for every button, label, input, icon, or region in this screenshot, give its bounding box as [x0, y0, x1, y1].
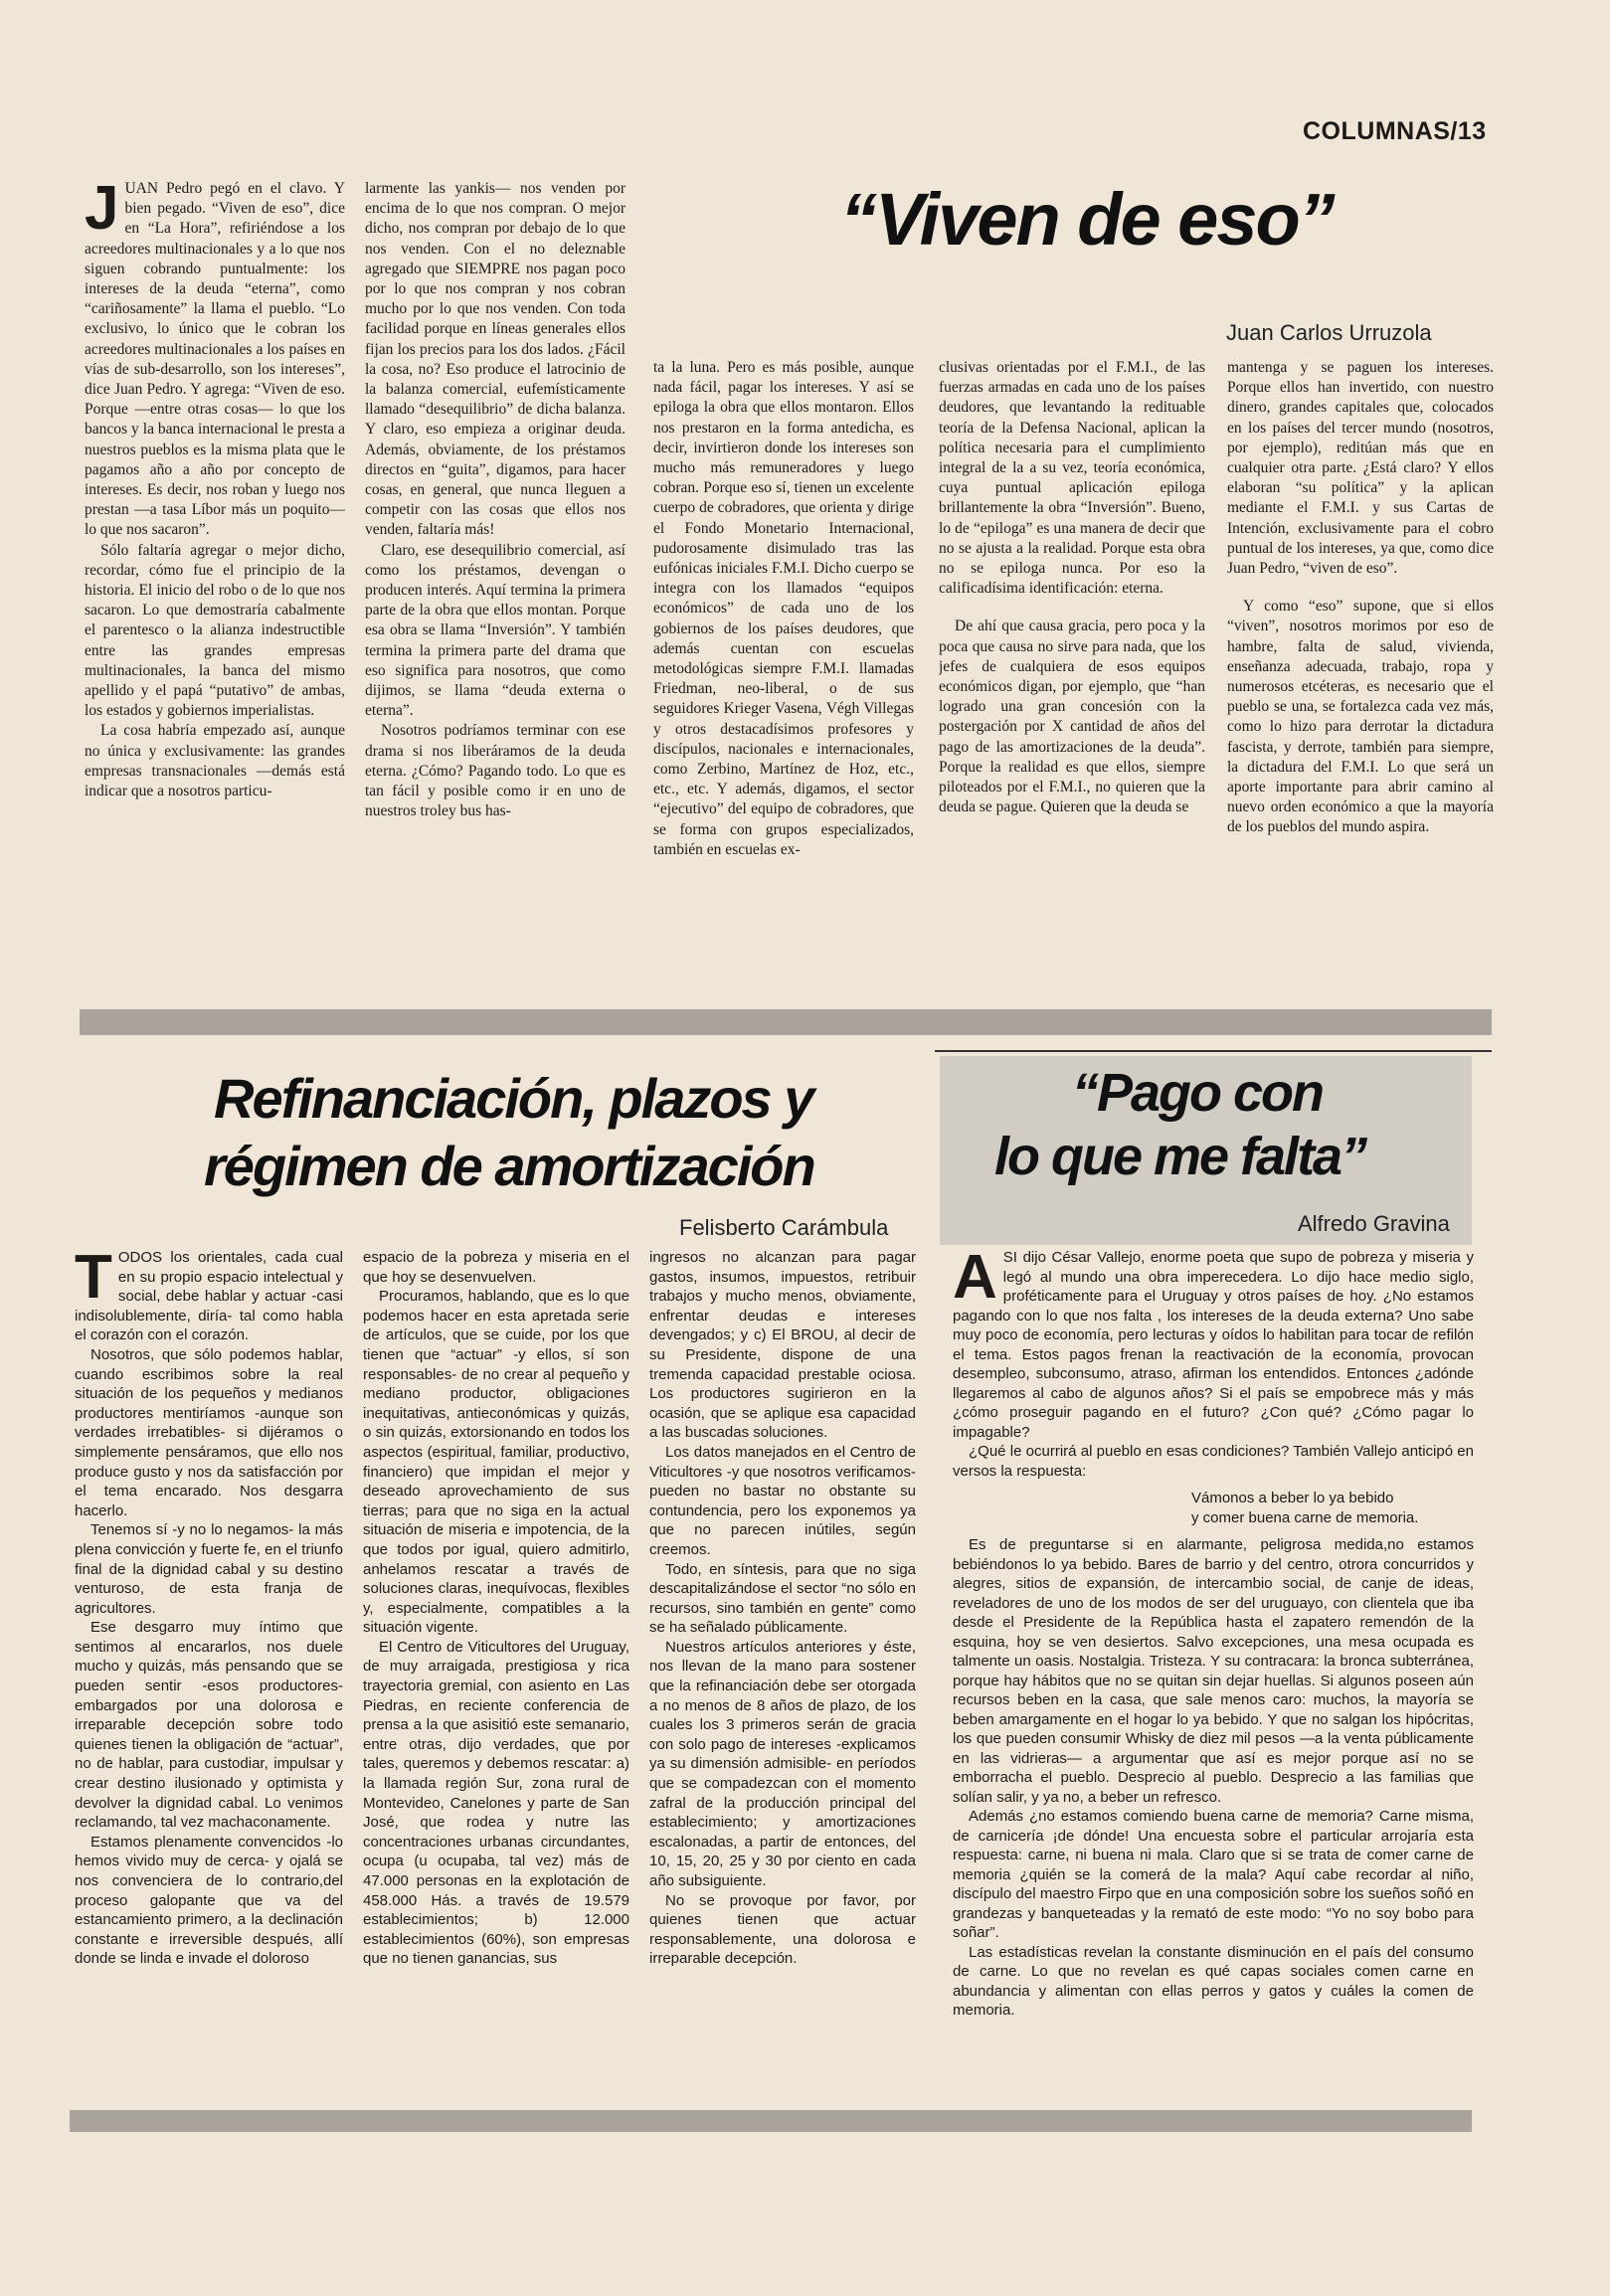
article1-column-3 — [653, 358, 914, 994]
article2-drop-cap: T — [75, 1248, 112, 1312]
section-header: COLUMNAS/13 — [1303, 117, 1487, 145]
paragraph: Estamos plenamente convencidos -lo hemos vivido muy de cerca- y ojalá se nos convenciera de lo contrario,del proceso galopante que va del estancamiento primero, a la declinación constante e irreversible después, allí donde se linda e invade el doloroso — [75, 1833, 343, 1968]
section-divider — [80, 1009, 1492, 1035]
paragraph: No se provoque por favor, por quienes tienen que actuar responsablemente, una dolorosa e irreparable decepción. — [649, 1891, 916, 1968]
paragraph: ingresos no alcanzan para pagar gastos, insumos, impuestos, retribuir trabajos y mucho menos, obviamente, enfrentar deudas e intereses devengados; y c) El BROU, al decir de su Presidente, dispone de una tremenda capacidad prestable ociosa. Los productores sugirieron en la ocasión, que se aplique esa capacidad a las buscadas soluciones. — [649, 1249, 916, 1442]
paragraph: Además ¿no estamos comiendo buena carne de memoria? Carne misma, de carnicería ¡de dónde! Una encuesta sobre el particular arrojaría esta respuesta: carne, ni buena ni mala. Claro que si se trata de comer carne de memoria ¿quién se la comerá de la mala? Aquí cabe recordar al niño, discípulo del maestro Firpo que en una composición sobre los sueños soñó en grandezas y banqueteadas y la remató de este modo: “Yo no soy bobo para soñar”. — [953, 1808, 1474, 1941]
article1-column-4 — [939, 358, 1205, 994]
paragraph: Los datos manejados en el Centro de Viticultores -y que nosotros verificamos- pueden no bastar no obstante su contundencia, pero los exponemos ya que no parecen inútiles, según creemos. — [649, 1443, 916, 1558]
paragraph: ODOS los orientales, cada cual en su propio espacio intelectual y social, debe hablar y actuar -casi indisolublemente, diría- tal como habla el corazón con el corazón. — [75, 1249, 343, 1344]
paragraph: larmente las yankis— nos venden por encima de lo que nos compran. O mejor dicho, nos compran por debajo de lo que nos venden. Con el no deleznable agregado que SIEMPRE nos pagan poco por lo que nos compran y nos cobran mucho por lo que nos venden. Con toda facilidad porque en líneas generales ellos fijan los precios para los dos lados. ¿Fácil la cosa, no? Eso produce el latrocinio de la balanza comercial, eufemísticamente llamado “desequilibrio” de dicha balanza. Y claro, eso empieza a originar deuda. Además, obviamente, de los préstamos directos en “guita”, digamos, para hacer cosas, en general, que nunca lleguen a competir con las cosas que ellos nos venden, faltaría más! — [365, 180, 626, 539]
article3-title-line2: lo que me falta” — [994, 1127, 1366, 1186]
paragraph: Y como “eso” supone, que si ellos “viven”, nosotros morimos por eso de hambre, falta de salud, vivienda, enseñanza adecuada, trabajo, ropa y numerosos etcéteras, es necesario que el pueblo se una, se fortalezca cada vez más, como lo hizo para derrotar la dictadura fascista, y derrote, también para siempre, la dictadura del F.M.I. Lo que será un aporte importante para abrir camino al nuevo orden económico a que la mayoría de los pueblos del mundo aspira. — [1227, 598, 1494, 836]
article2-column-3 — [649, 1248, 916, 2093]
article3-author: Alfredo Gravina — [1298, 1211, 1450, 1236]
paragraph: SI dijo César Vallejo, enorme poeta que supo de pobreza y miseria y legó al mundo una obra imperecedera. Lo dijo hace medio siglo, proféticamente para el Uruguay y otros países de hoy. ¿No estamos pagando con lo que nos falta , los intereses de la deuda externa? Uno sabe muy poco de economía, pero lecturas y oídos lo habilitan para tocar de refilón el tema. Estos pagos frenan la reactivación de la economía, provocan desempleo, subconsumo, atraso, afirman los entendidos. Entonces ¿adónde llegaremos al cabo de algunos años? Si el país se empobrece más y más ¿cómo proseguir pagando en el futuro? ¿Con qué? ¿Cómo pagar lo impagable? — [953, 1249, 1474, 1441]
verse-line: y comer buena carne de memoria. — [1191, 1508, 1419, 1526]
paragraph: Procuramos, hablando, que es lo que podemos hacer en esta apretada serie de artículos, que se cuide, por los que tienen que “actuar” -y ellos, sí son responsables- de no crear al pequeño y mediano productor, obligaciones inequitativas, antieconómicas y quizás, o sin quizás, extorsionando en todos los aspectos (espiritual, familiar, productivo, financiero) que impidan el mejor y deseado aprovechamiento de sus tierras; para que no siga en la actual situación de miseria e impotencia, de la que todos por igual, quiero admitirlo, anhelamos rescatar a través de soluciones claras, inequívocas, flexibles y, especialmente, compatibles a la situación vigente. — [363, 1288, 629, 1637]
section-divider — [70, 2110, 1472, 2132]
paragraph: Claro, ese desequilibrio comercial, así como los préstamos, devengan o producen interés. Aquí termina la primera parte de la obra que ellos montan. Porque esa obra se llama “Inversión”. Y también termina la primera parte del drama que eso significa para nosotros, que como dijimos, se llama “deuda externa o eterna”. — [365, 541, 626, 720]
paragraph: De ahí que causa gracia, pero poca y la poca que causa no sirve para nada, que los jefes de cualquiera de esos equipos económicos digan, por ejemplo, que “han logrado una gran concesión con la postergación por X cantidad de años del pago de las amortizaciones de la deuda”. Porque la realidad es que ellos, siempre piloteados por el F.M.I., no quieren que la deuda se pague. Quieren que la deuda se — [939, 618, 1205, 816]
paragraph: Nosotros podríamos terminar con ese drama si nos liberáramos de la deuda eterna. ¿Cómo? Pagando todo. Lo que es tan fácil y posible como ir en uno de nuestros troley bus has- — [365, 722, 626, 820]
paragraph: clusivas orientadas por el F.M.I., de las fuerzas armadas en cada uno de los países deudores, que levantando la redituable teoría de la Defensa Nacional, aplican la política necesaria para el cumplimiento integral de la a su vez, teoría económica, cuya puntual aplicación epiloga brillantemente la obra “Inversión”. Bueno, lo de “epiloga” es una manera de decir que no se ajusta a la realidad. Porque esta obra no se epiloga nunca. Por eso la calificadísima identificación: eterna. — [939, 359, 1205, 598]
paragraph: Todo, en síntesis, para que no siga descapitalizándose el sector “no sólo en recursos, sino también en gente” como se ha señalado públicamente. — [649, 1560, 916, 1637]
article3-box-rule — [935, 1050, 1492, 1052]
paragraph: Sólo faltaría agregar o mejor dicho, recordar, cómo fue el principio de la historia. El inicio del robo o de lo que nos sacaron. Lo que demostraría cabalmente el parentesco o la alianza indestructible entre las grandes empresas multinacionales, la banca del mismo apellido y el papá “putativo” de ambas, los estados y gobiernos imperialistas. — [85, 541, 345, 720]
article2-column-1 — [75, 1248, 343, 2093]
article2-author: Felisberto Carámbula — [679, 1215, 889, 1240]
article3-drop-cap: A — [953, 1248, 997, 1312]
article3-body — [953, 1248, 1474, 2123]
article1-author: Juan Carlos Urruzola — [1226, 320, 1432, 345]
article1-column-2 — [365, 179, 626, 994]
article1-column-1 — [85, 179, 345, 994]
paragraph: ta la luna. Pero es más posible, aunque nada fácil, pagar los intereses. Y así se epiloga la obra que ellos montaron. Ellos nos prestaron en la forma antedicha, es decir, invirtieron donde los intereses son mucho más remuneradores y luego cobran. Porque eso sí, tienen un excelente cuerpo de cobradores, que orienta y dirige el Fondo Monetario Internacional, pudorosamente disimulado tras las eufónicas iniciales F.M.I. Dicho cuerpo se integra con los llamados “equipos económicos” de cada uno de los gobiernos de los países deudores, que además cuentan con escuelas metodológicas siempre F.M.I. llamadas Friedman, neo-liberal, o de sus seguidores Krieger Vasena, Végh Villegas y otros destacadísimos profesores y discípulos, nacionales e internacionales, como Zerbino, Martínez de Hoz, etc., etc., etc. Y además, digamos, el sector “ejecutivo” del equipo de cobradores, que se forma con grupos especializados, también en escuelas ex- — [653, 359, 914, 858]
paragraph: Es de preguntarse si en alarmante, peligrosa medida,no estamos bebiéndonos lo ya bebido. Bares de barrio y del centro, otrora concurridos y alegres, sitios de expansión, de intercambio social, de canje de ideas, reveladores de uno de los modos de ser del uruguayo, con clientela que iba desde el Presidente de la República hasta el zapatero remendón de la esquina, hoy se ven desiertos. Salvo excepciones, una mesa ocupada es talmente un oasis. Nostalgia. Tristeza. Y su contracara: la bronca subterránea, porque hay hábitos que no se quitan sin dejar huellas. Si algunos poseen aún recursos beben en la casa, que sale menos caro: muchos, la mayoría se beben amargamente en el hogar lo ya bebido. Y que no salgan los hipócritas, los que pueden consumir Whisky de diez mil pesos —a la venta públicamente en las vidrieras— a argumentar que así es mejor porque así no se emborracha el pueblo. Desprecio al pueblo. Desprecio a las familias que solían salir, y ya no, a beber un refresco. — [953, 1536, 1474, 1806]
verse-line: Vámonos a beber lo ya bebido — [1191, 1490, 1394, 1506]
article2-title-line1: Refinanciación, plazos y — [214, 1067, 813, 1130]
paragraph: El Centro de Viticultores del Uruguay, de muy arraigada, prestigiosa y rica trayectoria gremial, con asiento en Las Piedras, en reciente conferencia de prensa a la que asisitió este semanario, entre otras, dijo verdades, que por tales, queremos y debemos rescatar: a) la llamada región Sur, zona rural de Montevideo, Canelones y parte de San José, que rodea y nutre las concentraciones urbanas circundantes, ocupa (u ocupaba, tal vez) más de 47.000 personas en la explotación de 458.000 Hás. a través de 19.579 establecimientos; b) 12.000 establecimientos (60%), son empresas que no tienen ganancias, sus — [363, 1638, 629, 1968]
paragraph: UAN Pedro pegó en el clavo. Y bien pegado. “Viven de eso”, dice en “La Hora”, refiriéndose a los acreedores multinacionales y a lo que nos siguen cobrando puntualmente: los intereses de la deuda “eterna”, como “cariñosamente” la llama el pueblo. “Lo exclusivo, lo único que le cobran los acreedores multinacionales a los países en vías de sub-desarrollo, son los intereses”, dice Juan Pedro. Y agrega: “Viven de eso. Porque —entre otras cosas— lo que los bancos y la banca internacional le presta a nuestros pueblos es la misma plata que le pagamos año a año por concepto de intereses. Es decir, nos roban y luego nos prestan —a tasa Líbor más un poquito— lo que nos sacaron”. — [85, 180, 345, 539]
paragraph: Nuestros artículos anteriores y éste, nos llevan de la mano para sostener que la refinanciación debe ser otorgada a no menos de 8 años de plazo, de los cuales los 3 primeros serán de gracia con solo pago de intereses -explicamos ya su dimensión admisible- en períodos que se compadezcan con el momento zafral de la producción principal del establecimiento; y amortizaciones escalonadas, a partir de entonces, del 10, 15, 20, 25 y 30 por ciento en cada año subsiguiente. — [649, 1638, 916, 1889]
article2-title-line2: régimen de amortización — [204, 1135, 814, 1197]
paragraph: Tenemos sí -y no lo negamos- la más plena convicción y fuerte fe, en el triunfo final de la dignidad cabal y su destino venturoso, de esta franja de agricultores. — [75, 1521, 343, 1617]
paragraph: Ese desgarro muy íntimo que sentimos al encararlos, nos duele mucho y quizás, más pensando que se pueden sentir -esos productores- embargados por una dolorosa e irreparable decepción sobre todo quienes tienen la obligación de “actuar”, no de hablar, para custodiar, impulsar y crear destino ilusionado y optimista y devolver la dignidad cabal. Lo venimos reclamando, tal vez machaconamente. — [75, 1619, 343, 1832]
article2-column-2 — [363, 1248, 629, 2093]
paragraph: Las estadísticas revelan la constante disminución en el país del consumo de carne. Lo que no revelan es qué capas sociales comen carne en abundancia y alimentan con ellas perros y gatos y cuáles la comen de memoria. — [953, 1943, 1474, 2019]
paragraph: mantenga y se paguen los intereses. Porque ellos han invertido, con nuestro dinero, grandes capitales que, colocados en los países del tercer mundo (nosotros, por ejemplo), reditúan más que en cualquier otra parte. ¿Está claro? Y ellos elaboran “su política” y la aplican mediante el F.M.I. y sus Cartas de Intención, exclusivamente para el cobro puntual de los intereses, ya que, como dice Juan Pedro, “viven de eso”. — [1227, 359, 1494, 578]
paragraph: La cosa habría empezado así, aunque no única y exclusivamente: las grandes empresas transnacionales —demás está indicar que a nosotros particu- — [85, 722, 345, 800]
article1-column-5 — [1227, 358, 1494, 994]
paragraph: espacio de la pobreza y miseria en el que hoy se desenvuelven. — [363, 1249, 629, 1286]
paragraph: Nosotros, que sólo podemos hablar, cuando escribimos sobre la real situación de los pequeños y medianos productores mentiríamos -aunque son verdades irrebatibles- si dijéramos o simplemente pensáramos, que ello nos produce gusto y nos da satisfacción por el tema encarado. Nos desgarra hacerlo. — [75, 1345, 343, 1519]
article1-title: “Viven de eso” — [840, 178, 1334, 261]
paragraph: ¿Qué le ocurrirá al pueblo en esas condiciones? También Vallejo anticipó en versos la respuesta: — [953, 1443, 1474, 1480]
article1-drop-cap: J — [85, 179, 119, 243]
article3-title-line1: “Pago con — [1072, 1063, 1324, 1123]
